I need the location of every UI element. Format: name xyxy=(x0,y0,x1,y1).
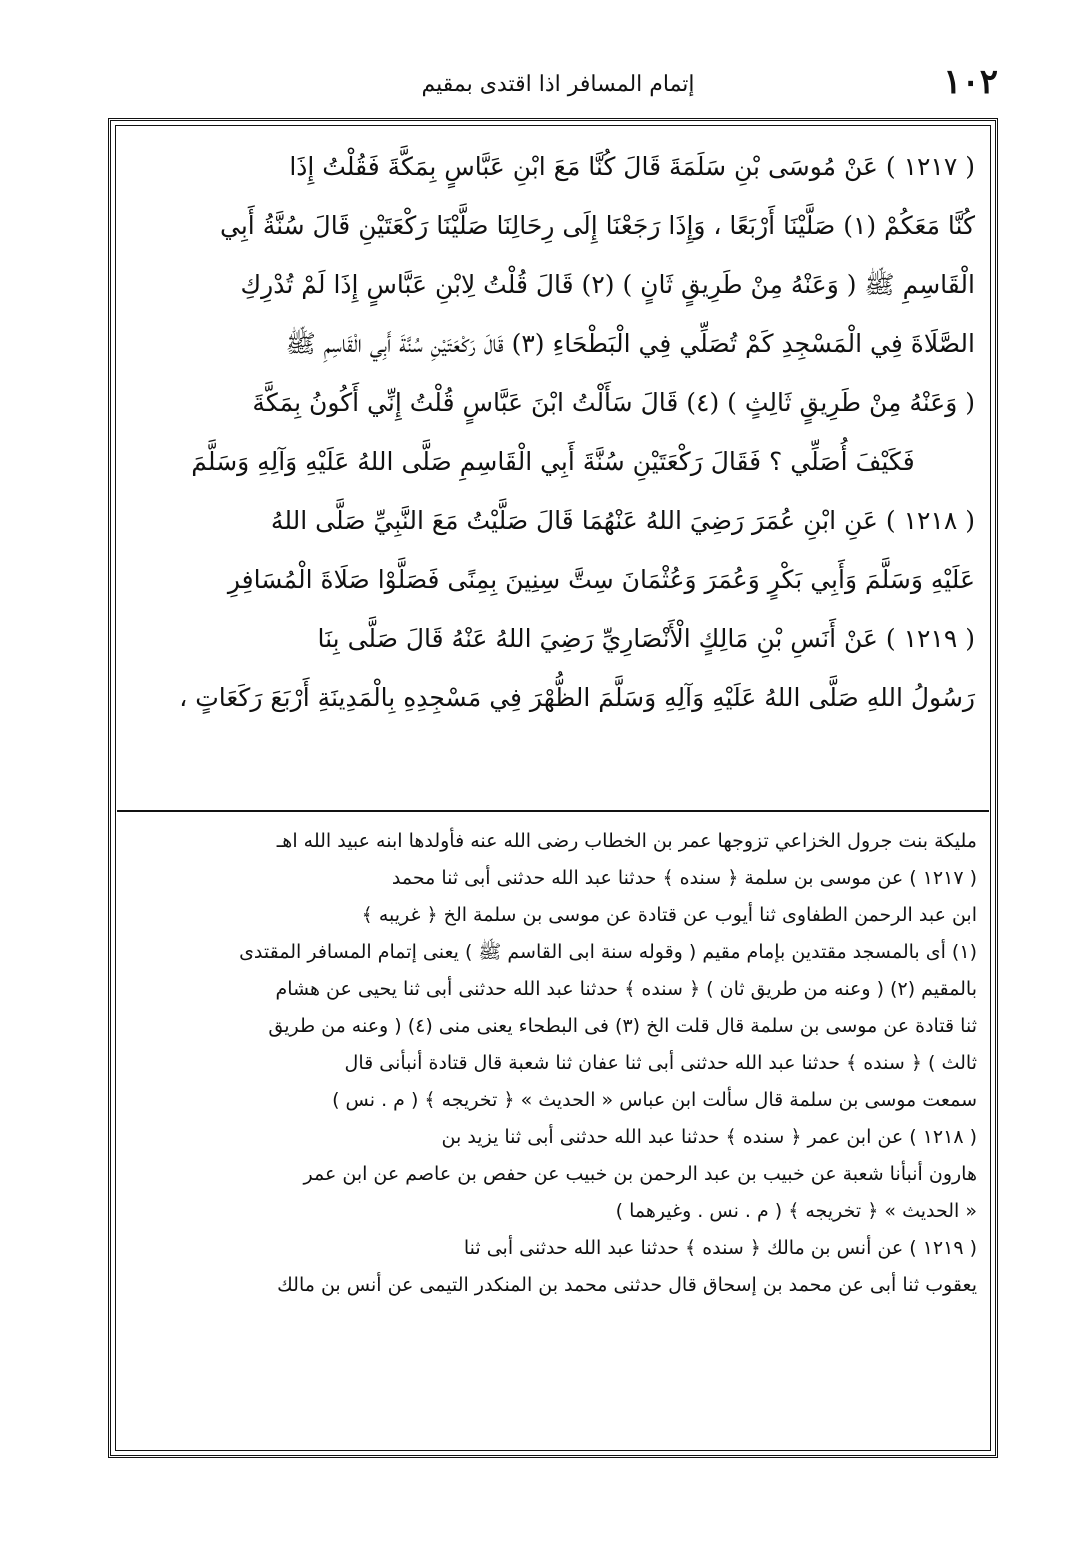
text-frame xyxy=(108,118,998,1458)
commentary-line: بالمقيم (٢) ( وعنه من طريق ثان ) ﴿ سنده ﴾ حدثنا عبد الله حدثنى أبى ثنا يحيى عن هشام xyxy=(275,978,977,1000)
main-line: فَكَيْفَ أُصَلِّي ؟ فَقَالَ رَكْعَتَيْنِ سُنَّةَ أَبِي الْقَاسِمِ صَلَّى اللهُ عَلَيْهِ وَآلِهِ وَسَلَّمَ xyxy=(191,447,915,476)
main-line: عَلَيْهِ وَسَلَّمَ وَأَبِي بَكْرٍ وَعُمَرَ وَعُثْمَانَ سِتَّ سِنِينَ بِمِنًى فَصَلَّوْا صَلَاةَ الْمُسَافِرِ xyxy=(227,565,975,594)
commentary-line: ( ١٢١٨ ) عن ابن عمر ﴿ سنده ﴾ حدثنا عبد الله حدثنى أبى ثنا يزيد بن xyxy=(441,1126,977,1148)
commentary-line: (١) أى بالمسجد مقتدين بإمام مقيم ( وقوله سنة ابى القاسم ﷺ ) يعنى إتمام المسافر المقتدى xyxy=(239,941,977,963)
main-line: ( وَعَنْهُ مِنْ طَرِيقٍ ثَالِثٍ ) (٤) قَالَ سَأَلْتُ ابْنَ عَبَّاسٍ قُلْتُ إِنِّي أَكُونُ بِمَكَّةَ xyxy=(252,388,975,417)
main-line: الصَّلَاةَ فِي الْمَسْجِدِ كَمْ تُصَلِّي فِي الْبَطْحَاءِ (٣) قَالَ رَكْعَتَيْنِ سُنَّةَ أَبِي الْقَاسِمِ ﷺ xyxy=(285,329,975,358)
page-header xyxy=(118,62,998,110)
main-line: رَسُولُ اللهِ صَلَّى اللهُ عَلَيْهِ وَآلِهِ وَسَلَّمَ الظُّهْرَ فِي مَسْجِدِهِ بِالْمَدِينَةِ أَرْبَعَ رَكَعَاتٍ ، xyxy=(179,683,975,712)
commentary-line: مليكة بنت جرول الخزاعي تزوجها عمر بن الخطاب رضى الله عنه فأولدها ابنه عبيد الله اهـ xyxy=(276,830,977,852)
footnote-divider xyxy=(117,810,989,812)
main-line: ( ١٢١٩ ) عَنْ أَنَسِ بْنِ مَالِكٍ الْأَنْصَارِيِّ رَضِيَ اللهُ عَنْهُ قَالَ صَلَّى بِنَا xyxy=(317,624,975,653)
main-line: كُنَّا مَعَكُمْ (١) صَلَّيْنَا أَرْبَعًا ، وَإِذَا رَجَعْنَا إِلَى رِحَالِنَا صَلَّيْنَا رَكْعَتَيْنِ قَالَ سُنَّةُ أَبِي xyxy=(220,211,975,240)
commentary-line: يعقوب ثنا أبى عن محمد بن إسحاق قال حدثنى محمد بن المنكدر التيمى عن أنس بن مالك xyxy=(277,1274,977,1296)
commentary-line: ( ١٢١٩ ) عن أنس بن مالك ﴿ سنده ﴾ حدثنا عبد الله حدثنى أبى ثنا xyxy=(463,1237,977,1259)
commentary-footnotes xyxy=(129,823,977,1437)
commentary-line: هارون أنبأنا شعبة عن خبيب بن عبد الرحمن بن خبيب عن حفص بن عاصم عن ابن عمر xyxy=(303,1163,977,1185)
page-number: ١٠٢ xyxy=(943,62,998,102)
main-text xyxy=(131,137,975,797)
commentary-line: ابن عبد الرحمن الطفاوى ثنا أيوب عن قتادة عن موسى بن سلمة الخ ﴿ غريبه ﴾ xyxy=(361,904,977,926)
running-title: إتمام المسافر اذا اقتدى بمقيم xyxy=(421,72,695,97)
commentary-line: ثنا قتادة عن موسى بن سلمة قال قلت الخ (٣) فى البطحاء يعنى منى (٤) ( وعنه من طريق xyxy=(268,1015,977,1037)
commentary-line: سمعت موسى بن سلمة قال سألت ابن عباس « الحديث » ﴿ تخريجه ﴾ ( م . نس ) xyxy=(332,1089,977,1111)
commentary-line: ( ١٢١٧ ) عن موسى بن سلمة ﴿ سنده ﴾ حدثنا عبد الله حدثنى أبى ثنا محمد xyxy=(391,867,977,889)
commentary-line: ثالث ) ﴿ سنده ﴾ حدثنا عبد الله حدثنى أبى ثنا عفان ثنا شعبة قال قتادة أنبأنى قال xyxy=(344,1052,977,1074)
main-line: ( ١٢١٧ ) عَنْ مُوسَى بْنِ سَلَمَةَ قَالَ كُنَّا مَعَ ابْنِ عَبَّاسٍ بِمَكَّةَ فَقُلْتُ إِذَا xyxy=(289,152,975,181)
main-line: ( ١٢١٨ ) عَنِ ابْنِ عُمَرَ رَضِيَ اللهُ عَنْهُمَا قَالَ صَلَّيْتُ مَعَ النَّبِيِّ صَلَّى اللهُ xyxy=(270,506,975,535)
main-line: الْقَاسِمِ ﷺ ( وَعَنْهُ مِنْ طَرِيقٍ ثَانٍ ) (٢) قَالَ قُلْتُ لِابْنِ عَبَّاسٍ إِذَا لَمْ تُدْرِكِ xyxy=(240,270,975,299)
commentary-line: « الحديث » ﴿ تخريجه ﴾ ( م . نس . وغيرهما ) xyxy=(615,1200,977,1222)
